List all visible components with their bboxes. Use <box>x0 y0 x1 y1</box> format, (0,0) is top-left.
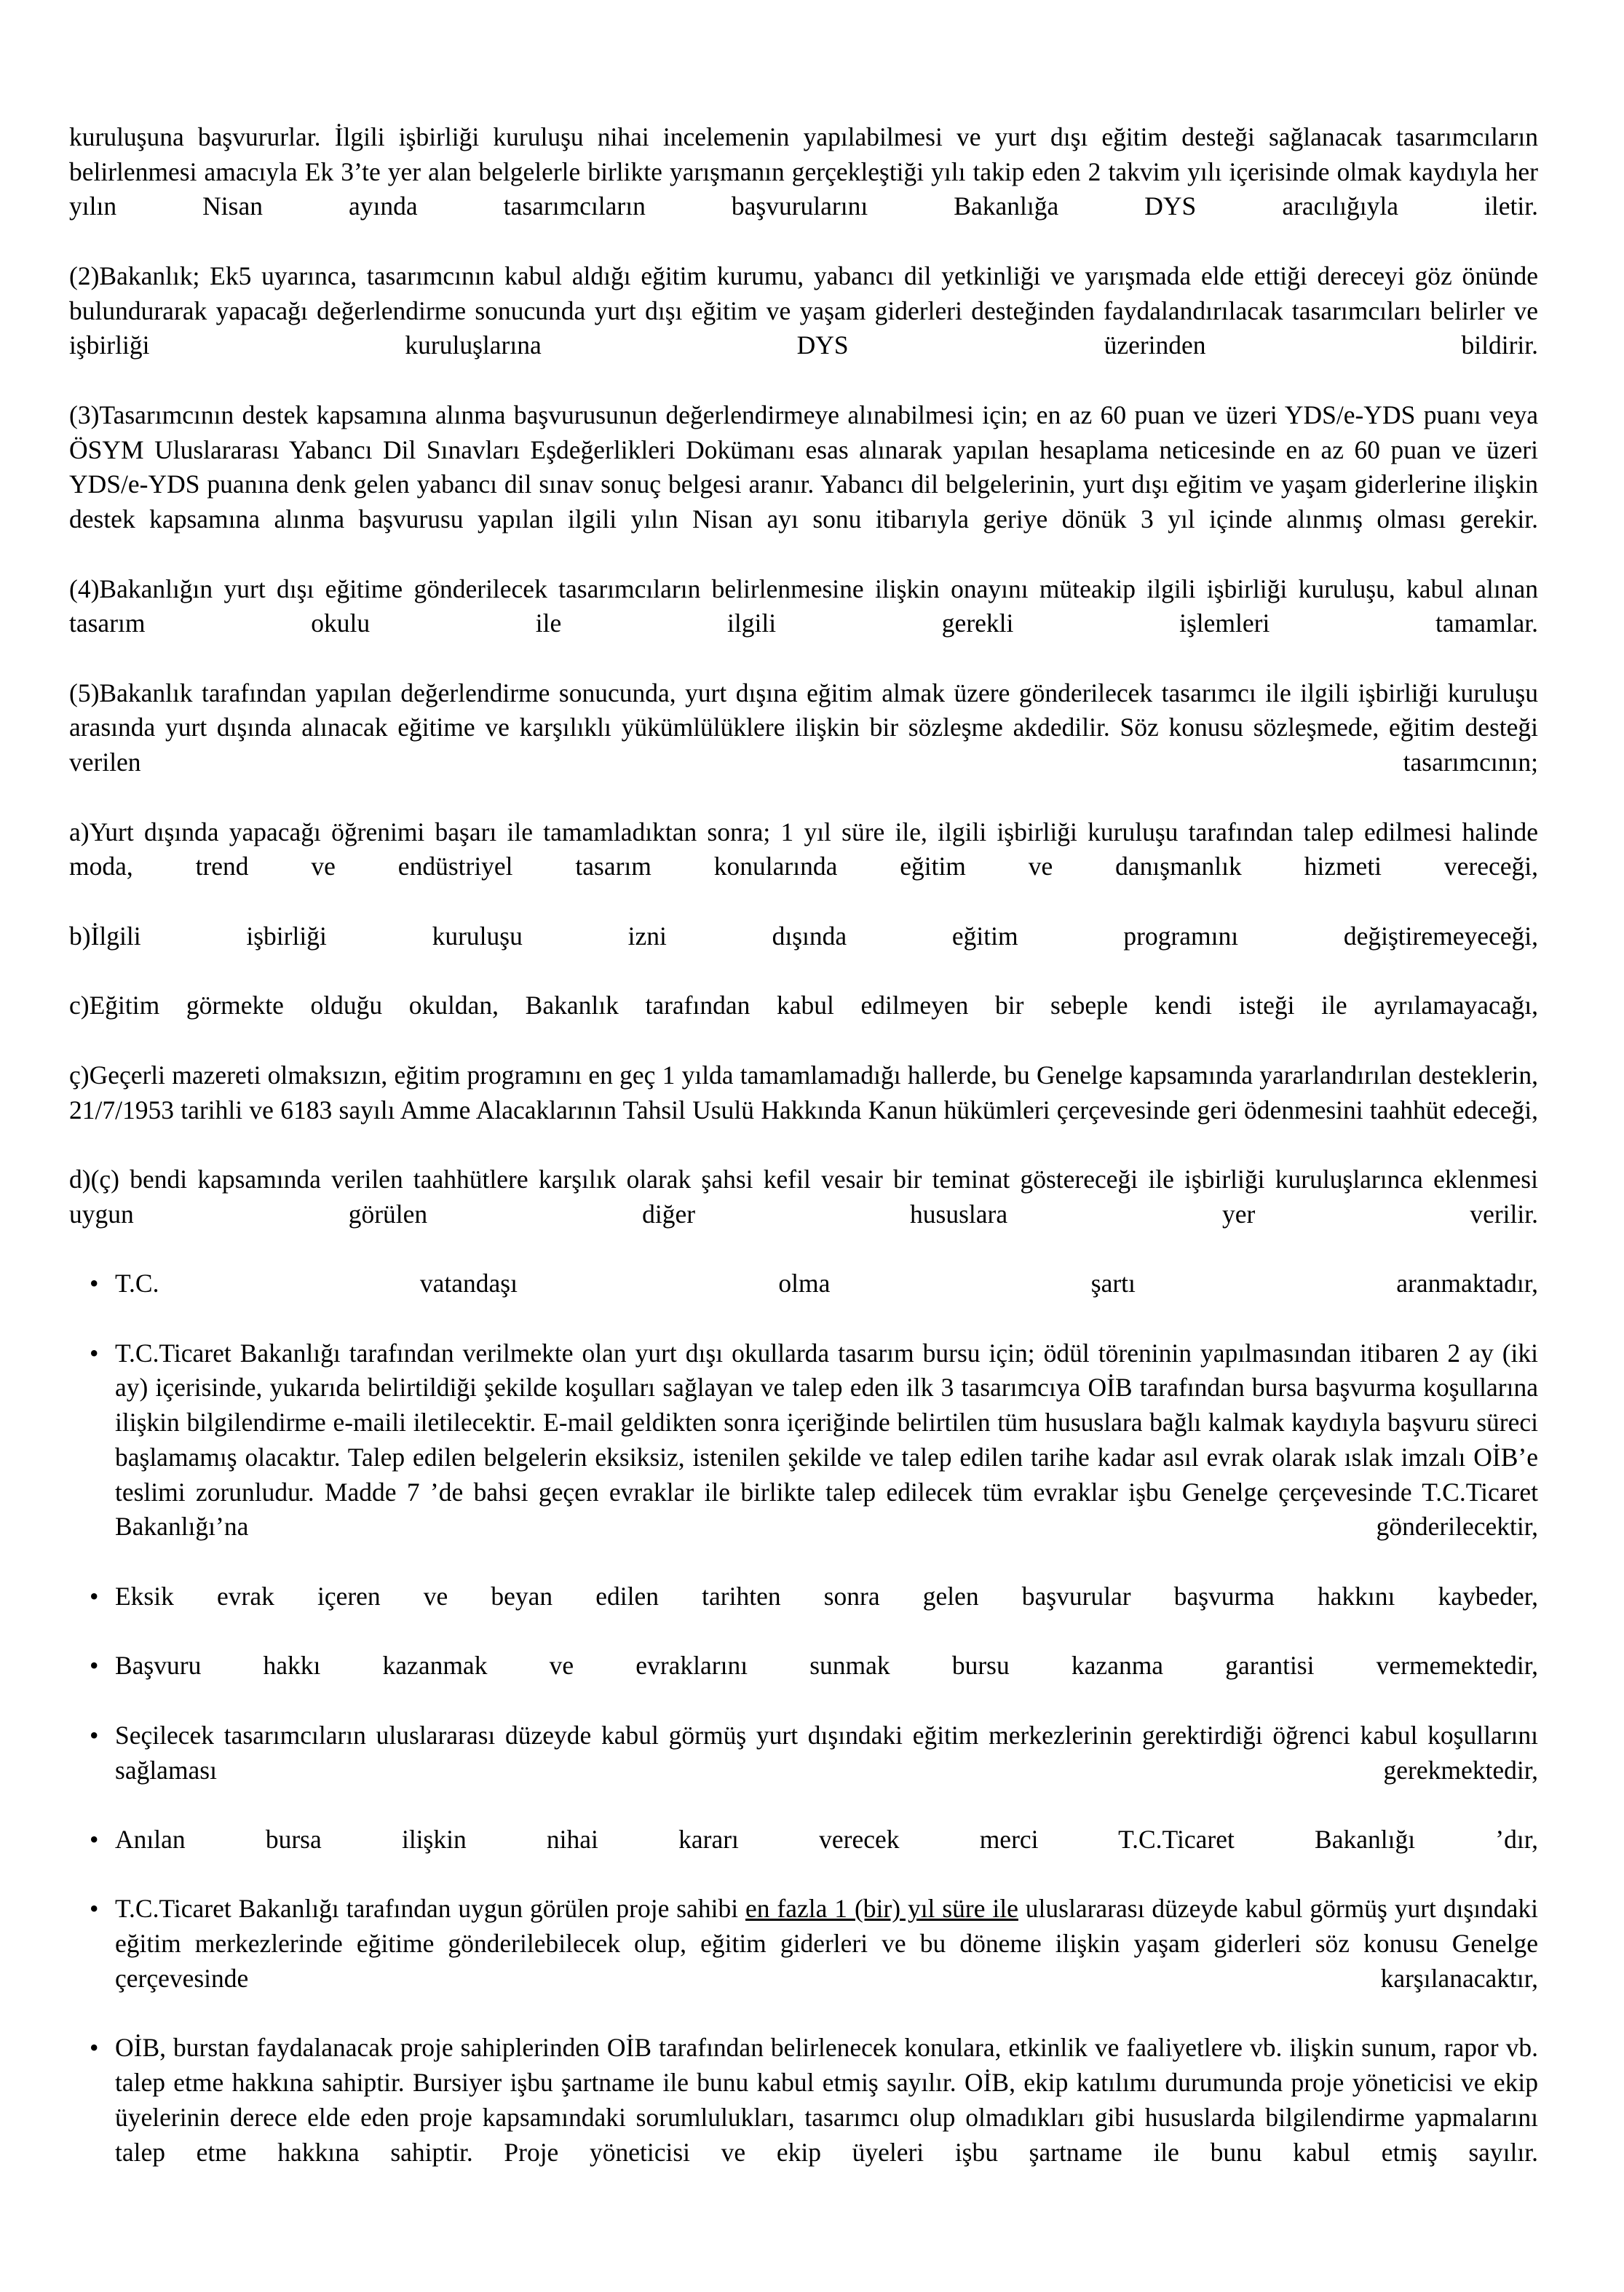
paragraph: a)Yurt dışında yapacağı öğrenimi başarı ile tamamladıktan sonra; 1 yıl süre ile, ilgili işbirliği kuruluşu tarafından talep edilmesi halinde moda, trend ve endüstriyel tasarım konularında eğitim ve danışmanlık hizmeti vereceği, <box>69 817 1538 881</box>
list-item-text: OİB, burstan faydalanacak proje sahiplerinden OİB tarafından belirlenecek konulara, etkinlik ve faaliyetlere vb. ilişkin sunum, rapor vb. talep etme hakkına sahiptir. Bursiyer işbu şartname ile bunu kabul etmiş sayılır. OİB, ekip katılımı durumunda proje yöneticisi ve ekip üyelerinin derece elde eden proje kapsamındaki sorumlulukları, tasarımcı olup olmadıkları gibi hususlarda bilgilendirme yapmalarını talep etme hakkına sahiptir. Proje yöneticisi ve ekip üyeleri işbu şartname ile bunu kabul etmiş sayılır. <box>115 2033 1538 2167</box>
list-item <box>69 1579 1538 1649</box>
list-item-text: T.C.Ticaret Bakanlığı tarafından uygun görülen proje sahibi <box>115 1894 745 1924</box>
bullet-icon: • <box>90 1269 99 1298</box>
document-body <box>69 120 1538 2205</box>
list-item <box>69 1892 1538 2031</box>
paragraph: (3)Tasarımcının destek kapsamına alınma başvurusunun değerlendirmeye alınabilmesi için; en az 60 puan ve üzeri YDS/e-YDS puanı veya ÖSYM Uluslararası Yabancı Dil Sınavları Eşdeğerlikleri Dokümanı esas alınarak yapılan hesaplama neticesinde en az 60 puan ve üzeri YDS/e-YDS puanına denk gelen yabancı dil sınav sonuç belgesi aranır. Yabancı dil belgelerinin, yurt dışı eğitim ve yaşam giderlerine ilişkin destek kapsamına alınma başvurusu yapılan ilgili yılın Nisan ayı sonu itibarıyla geriye dönük 3 yıl içinde alınmış olması gerekir. <box>69 400 1538 534</box>
bullet-icon: • <box>90 1824 99 1854</box>
bullet-icon: • <box>90 1338 99 1368</box>
emphasis-underlined-text: en fazla 1 (bir) yıl süre ile <box>745 1894 1018 1924</box>
paragraph-list <box>69 120 1538 1266</box>
paragraph: (4)Bakanlığın yurt dışı eğitime gönderilecek tasarımcıların belirlenmesine ilişkin onayını müteakip ilgili işbirliği kuruluşu, kabul alınan tasarım okulu ile ilgili gerekli işlemleri tamamlar. <box>69 574 1538 638</box>
bullet-list <box>69 1266 1538 2205</box>
list-item <box>69 2031 1538 2205</box>
paragraph: d)(ç) bendi kapsamında verilen taahhütlere karşılık olarak şahsi kefil vesair bir teminat göstereceği ile işbirliği kuruluşlarınca eklenmesi uygun görülen diğer hususlara yer verilir. <box>69 1165 1538 1229</box>
list-item-text: Eksik evrak içeren ve beyan edilen tarihten sonra gelen başvurular başvurma hakkını kaybeder, <box>115 1581 1538 1611</box>
list-item-text: T.C.Ticaret Bakanlığı tarafından verilmekte olan yurt dışı okullarda tasarım bursu için; ödül töreninin yapılmasından itibaren 2 ay (iki ay) içerisinde, yukarıda belirtildiği şekilde koşulları sağlayan ve talep eden ilk 3 tasarımcıya OİB tarafından bursa başvurma koşullarına ilişkin bilgilendirme e-maili iletilecektir. E-mail geldikten sonra içeriğinde belirtilen tüm hususlara bağlı kalmak kaydıyla başvuru süreci başlamamış olacaktır. Talep edilen belgelerin eksiksiz, istenilen şekilde ve talep edilen tarihe kadar asıl evrak olarak ıslak imzalı OİB’e teslimi zorunludur. Madde 7 ’de bahsi geçen evraklar ile birlikte talep edilecek tüm evraklar işbu Genelge çerçevesinde T.C.Ticaret Bakanlığı’na gönderilecektir, <box>115 1338 1538 1542</box>
list-item <box>69 1823 1538 1892</box>
paragraph: (2)Bakanlık; Ek5 uyarınca, tasarımcının kabul aldığı eğitim kurumu, yabancı dil yetkinliği ve yarışmada elde ettiği dereceyi göz önünde bulundurarak yapacağı değerlendirme sonucunda yurt dışı eğitim ve yaşam giderleri desteğinden faydalandırılacak tasarımcıları belirler ve işbirliği kuruluşlarına DYS üzerinden bildirir. <box>69 261 1538 360</box>
list-item <box>69 1649 1538 1718</box>
bullet-icon: • <box>90 1720 99 1750</box>
list-item-text: T.C. vatandaşı olma şartı aranmaktadır, <box>115 1269 1538 1298</box>
paragraph: (5)Bakanlık tarafından yapılan değerlendirme sonucunda, yurt dışına eğitim almak üzere gönderilecek tasarımcı ile ilgili işbirliği kuruluşu arasında yurt dışında alınacak eğitime ve karşılıklı yükümlülüklere ilişkin bir sözleşme akdedilir. Söz konusu sözleşmede, eğitim desteği verilen tasarımcının; <box>69 678 1538 777</box>
paragraph: b)İlgili işbirliği kuruluşu izni dışında eğitim programını değiştiremeyeceği, <box>69 921 1538 951</box>
list-item-text: Anılan bursa ilişkin nihai kararı verecek merci T.C.Ticaret Bakanlığı ’dır, <box>115 1824 1538 1854</box>
paragraph: ç)Geçerli mazereti olmaksızın, eğitim programını en geç 1 yılda tamamlamadığı hallerde, bu Genelge kapsamında yararlandırılan desteklerin, 21/7/1953 tarihli ve 6183 sayılı Amme Alacaklarının Tahsil Usulü Hakkında Kanun hükümleri çerçevesinde geri ödenmesini taahhüt edeceği, <box>69 1060 1538 1125</box>
list-item-text: Başvuru hakkı kazanmak ve evraklarını sunmak bursu kazanma garantisi vermemektedir, <box>115 1651 1538 1681</box>
bullet-icon: • <box>90 2033 99 2063</box>
list-item-text: Seçilecek tasarımcıların uluslararası düzeyde kabul görmüş yurt dışındaki eğitim merkezlerinin gerektirdiği öğrenci kabul koşullarını sağlaması gerekmektedir, <box>115 1720 1538 1785</box>
list-item <box>69 1266 1538 1336</box>
list-item <box>69 1718 1538 1823</box>
paragraph: kuruluşuna başvururlar. İlgili işbirliği kuruluşu nihai incelemenin yapılabilmesi ve yurt dışı eğitim desteği sağlanacak tasarımcıların belirlenmesi amacıyla Ek 3’te yer alan belgelerle birlikte yarışmanın gerçekleştiği yılı takip eden 2 takvim yılı içerisinde olmak kaydıyla her yılın Nisan ayında tasarımcıların başvurularını Bakanlığa DYS aracılığıyla iletir. <box>69 122 1538 221</box>
paragraph: c)Eğitim görmekte olduğu okuldan, Bakanlık tarafından kabul edilmeyen bir sebeple kendi isteği ile ayrılamayacağı, <box>69 991 1538 1020</box>
bullet-icon: • <box>90 1651 99 1681</box>
list-item-text: uluslararası düzeyde kabul görmüş yurt dışındaki eğitim merkezlerinde eğitime gönderilebilecek olup, eğitim giderleri ve bu döneme ilişkin yaşam giderleri söz konusu Genelge çerçevesinde karşılanacaktır, <box>115 1894 1538 1993</box>
bullet-icon: • <box>90 1894 99 1924</box>
list-item <box>69 1336 1538 1579</box>
bullet-icon: • <box>90 1581 99 1611</box>
